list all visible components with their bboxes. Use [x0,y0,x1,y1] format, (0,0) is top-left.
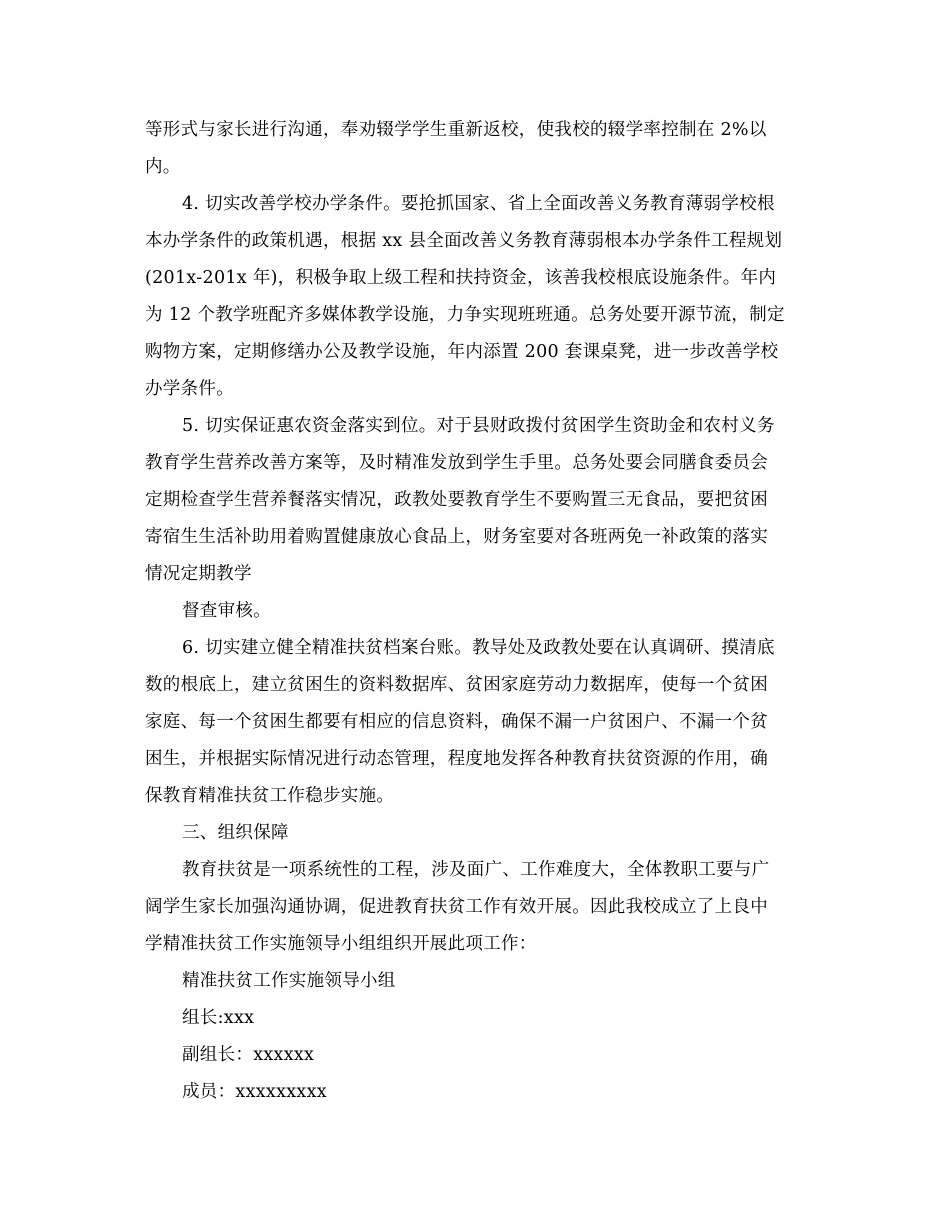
paragraph-line: 阔学生家长加强沟通协调，促进教育扶贫工作有效开展。因此我校成立了上良中 [145,897,768,917]
group-members: 成员：xxxxxxxxx [182,1082,327,1102]
paragraph-line: 教育扶贫是一项系统性的工程，涉及面广、工作难度大，全体教职工要与广 [182,860,770,880]
paragraph-line: 数的根底上，建立贫困生的资料数据库、贫困家庭劳动力数据库，使每一个贫困 [145,675,768,695]
group-title: 精准扶贫工作实施领导小组 [182,971,396,991]
paragraph-line: 本办学条件的政策机遇，根据 xx 县全面改善义务教育薄弱根本办学条件工程规划 [145,231,783,251]
paragraph-line: 等形式与家长进行沟通，奉劝辍学学生重新返校，使我校的辍学率控制在 2%以 [145,120,767,140]
group-leader: 组长:xxx [182,1008,255,1028]
section-heading: 三、组织保障 [182,823,289,843]
paragraph-line: 寄宿生生活补助用着购置健康放心食品上，财务室要对各班两免一补政策的落实 [145,527,768,547]
paragraph-line: 保教育精准扶贫工作稳步实施。 [145,786,395,806]
paragraph-line: (201x-201x 年)，积极争取上级工程和扶持资金，该善我校根底设施条件。年内 [145,268,777,288]
paragraph-line: 情况定期教学 [145,564,252,584]
group-deputy-leader: 副组长：xxxxxx [182,1045,315,1065]
paragraph-line: 6. 切实建立健全精准扶贫档案台账。教导处及政教处要在认真调研、摸清底 [182,638,775,658]
paragraph-line: 督查审核。 [182,601,271,621]
paragraph-line: 内。 [145,157,181,177]
paragraph-line: 购物方案，定期修缮办公及教学设施，年内添置 200 套课桌凳，进一步改善学校 [145,342,779,362]
paragraph-line: 困生，并根据实际情况进行动态管理，程度地发挥各种教育扶贫资源的作用，确 [145,749,768,769]
paragraph-line: 教育学生营养改善方案等，及时精准发放到学生手里。总务处要会同膳食委员会 [145,453,768,473]
paragraph-line: 家庭、每一个贫困生都要有相应的信息资料，确保不漏一户贫困户、不漏一个贫 [145,712,768,732]
paragraph-line: 定期检查学生营养餐落实情况，政教处要教育学生不要购置三无食品，要把贫困 [145,490,768,510]
paragraph-line: 4. 切实改善学校办学条件。要抢抓国家、省上全面改善义务教育薄弱学校根 [182,194,775,214]
paragraph-line: 为 12 个教学班配齐多媒体教学设施，力争实现班班通。总务处要开源节流，制定 [145,305,785,325]
paragraph-line: 学精准扶贫工作实施领导小组组织开展此项工作： [145,934,537,954]
paragraph-line: 办学条件。 [145,379,234,399]
paragraph-line: 5. 切实保证惠农资金落实到位。对于县财政拨付贫困学生资助金和农村义务 [182,416,775,436]
